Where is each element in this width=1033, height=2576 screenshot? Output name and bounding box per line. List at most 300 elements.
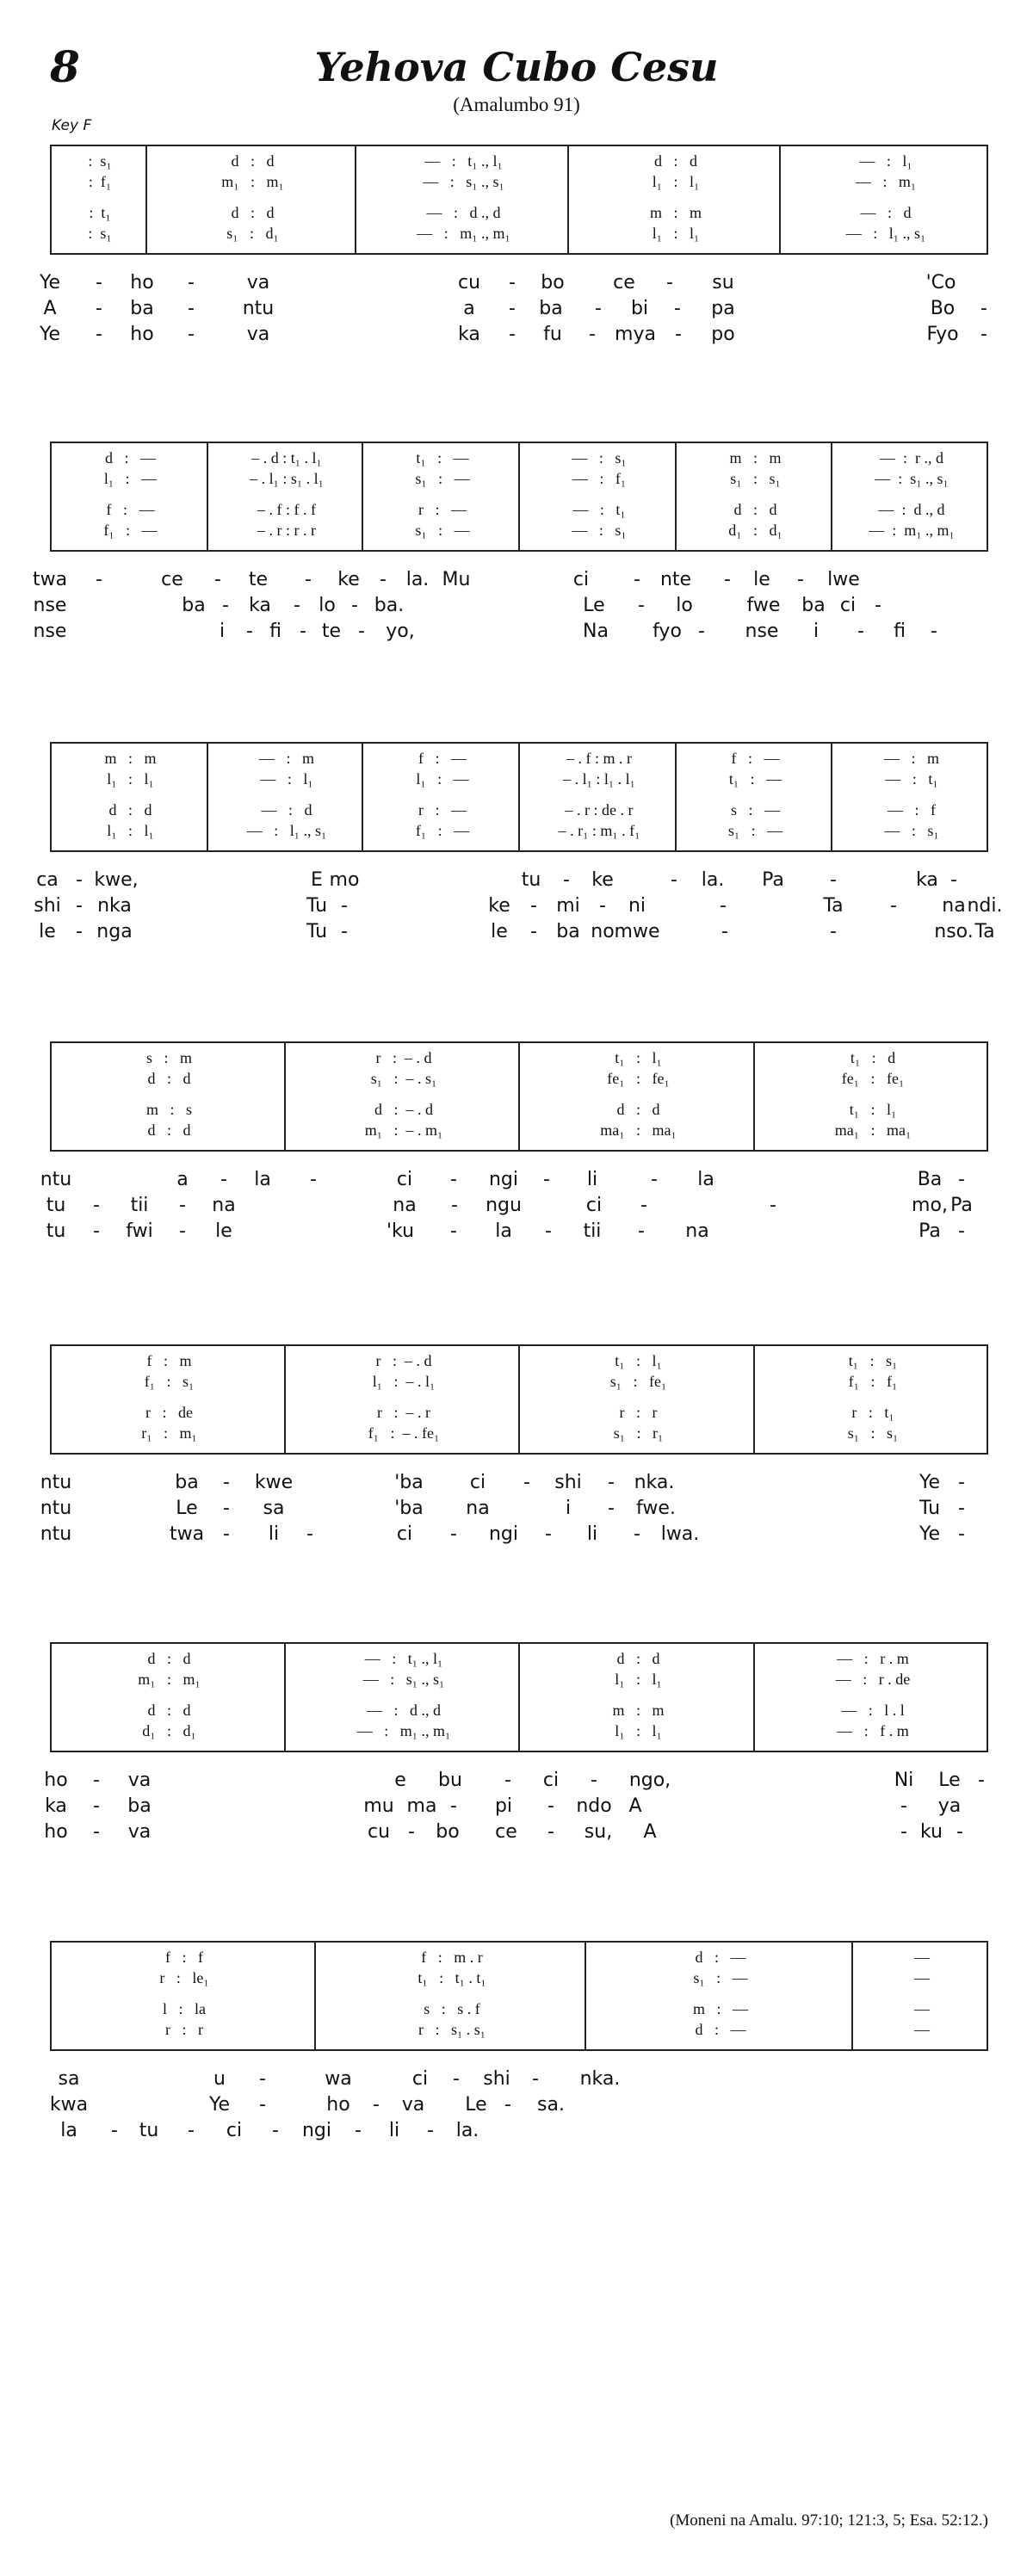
syllable-hyphen: - [666, 272, 673, 293]
lyric-syllable: tu [46, 1220, 66, 1242]
syllable-hyphen: - [532, 2068, 539, 2090]
note-row: — [914, 2021, 930, 2038]
lyric-line [40, 1496, 988, 1522]
syllable-hyphen: - [223, 1472, 230, 1493]
syllable-hyphen: - [188, 298, 195, 319]
syllable-hyphen: - [958, 1169, 965, 1190]
note-row: – . d : t₁ . l₁ [251, 449, 322, 466]
music-system [40, 1041, 988, 1245]
measure [317, 1943, 587, 2049]
note-row: d₁ : d₁ [142, 1722, 196, 1739]
note-row: t₁ : l₁ [615, 1352, 662, 1369]
syllable-hyphen: - [453, 2068, 460, 2090]
measure [570, 146, 782, 253]
measure [756, 1043, 990, 1150]
lyric-syllable: e [394, 1770, 406, 1791]
note-row: — : s₁ ., s₁ [362, 1671, 445, 1688]
note-row: m : m [104, 750, 157, 767]
lyric-syllable: mwe [614, 921, 660, 942]
lyric-syllable: la. [405, 569, 430, 590]
syllable-hyphen: - [547, 1821, 554, 1843]
note-row: s₁ : – . s₁ [370, 1070, 437, 1087]
lyric-syllable: ba [539, 298, 563, 319]
lyric-syllable: ka [45, 1795, 67, 1817]
lyric-line [50, 2066, 988, 2092]
lyric-syllable: ba [175, 1472, 199, 1493]
barline [362, 744, 363, 850]
barline [314, 1943, 316, 2049]
lyric-syllable: ho [44, 1770, 68, 1791]
note-row: l₁ : l₁ [652, 225, 700, 242]
lyric-syllable: bo [541, 272, 565, 293]
syllable-hyphen: - [890, 895, 897, 917]
note-row: s : m [145, 1049, 192, 1066]
syllable-hyphen: - [640, 1195, 647, 1216]
syllable-hyphen: - [179, 1195, 186, 1216]
note-row: — : l₁ ., s₁ [246, 822, 327, 839]
lyric-syllable: ce [613, 272, 635, 293]
syllable-hyphen: - [638, 1220, 645, 1242]
syllable-hyphen: - [300, 621, 306, 642]
note-row: l₁ : – . l₁ [372, 1373, 436, 1390]
lyric-syllable: ntu [242, 298, 275, 319]
note-row: — : t₁ [572, 501, 626, 518]
lyric-syllable: Ni [894, 1770, 914, 1791]
music-system [32, 442, 988, 645]
measure [52, 1043, 287, 1150]
lyric-syllable: Tu [919, 1498, 941, 1519]
syllable-hyphen: - [259, 2094, 266, 2116]
barline [518, 1346, 520, 1453]
note-row: d : – . d [374, 1101, 433, 1118]
lyric-syllable: i [813, 621, 820, 642]
syllable-hyphen: - [599, 895, 606, 917]
note-row: m : s [145, 1101, 192, 1118]
note-row: — : l₁ [859, 152, 912, 170]
syllable-hyphen: - [675, 324, 682, 345]
note-row: — : r . m [837, 1650, 909, 1667]
staff [50, 145, 988, 255]
lyric-syllable: ho [326, 2094, 350, 2116]
lyric-syllable: ndo [576, 1795, 612, 1817]
lyric-syllable: la [495, 1220, 512, 1242]
lyric-syllable: nka. [579, 2068, 621, 2090]
note-row: d : d [616, 1650, 660, 1667]
lyric-syllable: sa. [537, 2094, 565, 2116]
syllable-hyphen: - [358, 621, 365, 642]
syllable-hyphen: - [93, 1220, 100, 1242]
lyric-syllable: Pa [919, 1220, 941, 1242]
barline [518, 1043, 520, 1150]
note-row: — : f . m [837, 1722, 909, 1739]
syllable-hyphen: - [958, 1498, 965, 1519]
syllable-hyphen: - [76, 869, 83, 891]
measure [833, 443, 990, 550]
note-row: f₁ : f₁ [848, 1373, 898, 1390]
measure [521, 1043, 756, 1150]
note-row: — : d ., d [878, 501, 945, 518]
lyric-syllable: le [753, 569, 770, 590]
lyric-syllable: ntu [40, 1498, 72, 1519]
measure [521, 744, 677, 850]
measure [521, 1346, 756, 1453]
syllable-hyphen: - [671, 869, 677, 891]
music-system [40, 1344, 988, 1547]
lyric-syllable: ci [226, 2120, 243, 2141]
syllable-hyphen: - [830, 921, 837, 942]
note-row: — [914, 2000, 930, 2017]
syllable-hyphen: - [608, 1472, 615, 1493]
lyric-syllable: bo [436, 1821, 460, 1843]
note-row: s : s . f [424, 2000, 480, 2017]
lyric-syllable: a [176, 1169, 189, 1190]
syllable-hyphen: - [980, 298, 987, 319]
staff [50, 1642, 988, 1752]
lyric-syllable: na [942, 895, 966, 917]
lyric-syllable: ba [801, 595, 826, 616]
lyrics-block [34, 868, 1003, 945]
syllable-hyphen: - [450, 1795, 457, 1817]
note-row: : s₁ [88, 225, 112, 242]
lyric-syllable: ci [396, 1169, 413, 1190]
lyric-syllable: Ye [208, 2094, 231, 2116]
note-row: m₁ : – . m₁ [364, 1121, 443, 1139]
note-row: d : d [653, 152, 697, 170]
syllable-hyphen: - [246, 621, 253, 642]
barline [567, 146, 569, 253]
note-row: l : la [163, 2000, 206, 2017]
measure [677, 443, 833, 550]
note-row: f : — [731, 750, 780, 767]
barline [145, 146, 147, 253]
measure [52, 146, 148, 253]
note-row: — : d [860, 204, 912, 221]
barline [518, 443, 520, 550]
syllable-hyphen: - [294, 595, 300, 616]
syllable-hyphen: - [188, 272, 195, 293]
lyric-syllable: ma [406, 1795, 437, 1817]
syllable-hyphen: - [595, 298, 602, 319]
lyric-syllable: fi [894, 621, 906, 642]
syllable-hyphen: - [530, 895, 537, 917]
lyrics-block [32, 567, 988, 645]
note-row: : t₁ [89, 204, 111, 221]
syllable-hyphen: - [355, 2120, 362, 2141]
note-row: fe₁ : fe₁ [607, 1070, 670, 1087]
lyric-syllable: va [127, 1770, 152, 1791]
lyric-syllable: mo, [912, 1195, 948, 1216]
syllable-hyphen: - [214, 569, 221, 590]
lyric-syllable: ya [937, 1795, 962, 1817]
note-row: — : l₁ ., s₁ [845, 225, 926, 242]
lyric-syllable: Ye [39, 324, 61, 345]
syllable-hyphen: - [634, 1523, 640, 1545]
note-row: r : – . d [375, 1049, 432, 1066]
note-row: f : — [418, 750, 467, 767]
syllable-hyphen: - [504, 1770, 511, 1791]
barline [779, 146, 781, 253]
lyric-line [39, 322, 988, 348]
lyric-syllable: Ye [919, 1472, 941, 1493]
lyric-syllable: ci [411, 2068, 429, 2090]
syllable-hyphen: - [523, 1472, 530, 1493]
lyric-syllable: li [586, 1523, 598, 1545]
lyric-line [33, 619, 988, 645]
lyric-syllable: la [60, 2120, 77, 2141]
lyric-syllable: a [463, 298, 475, 319]
measure [52, 1346, 287, 1453]
lyric-syllable: nka [97, 895, 132, 917]
lyric-syllable: sa [58, 2068, 80, 2090]
lyric-syllable: te [321, 621, 342, 642]
lyric-syllable: ca [36, 869, 59, 891]
measure [287, 1644, 521, 1751]
note-row: — : t₁ [885, 770, 938, 788]
measure [287, 1346, 521, 1453]
lyric-line [44, 1768, 988, 1794]
measure [364, 443, 521, 550]
syllable-hyphen: - [958, 1472, 965, 1493]
lyric-syllable: ntu [40, 1523, 72, 1545]
lyric-line [40, 1470, 988, 1496]
syllable-hyphen: - [958, 1523, 965, 1545]
measure [756, 1346, 990, 1453]
lyric-syllable: nse [33, 595, 67, 616]
syllable-hyphen: - [223, 1498, 230, 1519]
syllable-hyphen: - [341, 895, 348, 917]
note-row: d₁ : d₁ [728, 522, 782, 539]
syllable-hyphen: - [950, 869, 957, 891]
note-row: r : le₁ [159, 1969, 209, 1986]
note-row: — : d ., d [366, 1702, 441, 1719]
lyric-syllable: nso. [934, 921, 974, 942]
lyrics-block [39, 270, 988, 348]
note-row: s₁ : — [727, 822, 783, 839]
lyric-syllable: la. [701, 869, 725, 891]
barline [831, 443, 832, 550]
barline [831, 744, 832, 850]
measure [209, 744, 364, 850]
note-row: s₁ : r₁ [613, 1424, 664, 1442]
lyric-syllable: no [591, 921, 615, 942]
syllable-hyphen: - [720, 895, 727, 917]
lyric-syllable: nse [33, 621, 67, 642]
note-row: — : s₁ [884, 822, 939, 839]
lyric-syllable: su [712, 272, 734, 293]
syllable-hyphen: - [96, 272, 102, 293]
lyric-syllable: le [215, 1220, 232, 1242]
lyric-syllable: na [393, 1195, 417, 1216]
lyric-syllable: shi [483, 2068, 510, 2090]
syllable-hyphen: - [188, 2120, 195, 2141]
lyric-syllable: Ta [974, 921, 995, 942]
syllable-hyphen: - [305, 569, 312, 590]
lyric-line [45, 1794, 988, 1819]
lyric-syllable: ka [249, 595, 271, 616]
note-row: d : d [147, 1650, 191, 1667]
lyric-line [40, 1167, 988, 1193]
barline [518, 744, 520, 850]
note-row: t₁ : d [850, 1049, 896, 1066]
lyric-syllable: ku [919, 1821, 943, 1843]
note-row: r : s₁ . s₁ [418, 2021, 486, 2038]
note-row: m : m [612, 1702, 665, 1719]
lyric-syllable: ba [556, 921, 580, 942]
syllable-hyphen: - [96, 324, 102, 345]
note-row: — : f [888, 801, 936, 819]
lyric-syllable: twa [32, 569, 68, 590]
note-row: r : t₁ [851, 1404, 894, 1421]
lyric-syllable: Le [583, 595, 605, 616]
note-row: d : d [147, 1070, 191, 1087]
note-row: : s₁ [88, 152, 112, 170]
note-row: l₁ : — [103, 470, 158, 487]
lyric-syllable: Ta [823, 895, 844, 917]
note-row: d : — [695, 1949, 746, 1966]
lyric-syllable: ba [130, 298, 154, 319]
lyrics-block [50, 2066, 988, 2144]
note-row: — : l₁ [260, 770, 313, 788]
measure [756, 1644, 990, 1751]
lyric-syllable: lo [676, 595, 693, 616]
lyric-syllable: tu [139, 2120, 159, 2141]
barline [585, 1943, 586, 2049]
page-subtitle: (Amalumbo 91) [453, 94, 580, 115]
syllable-hyphen: - [608, 1498, 615, 1519]
note-row: t₁ : s₁ [848, 1352, 898, 1369]
lyric-syllable: la [254, 1169, 271, 1190]
syllable-hyphen: - [770, 1195, 776, 1216]
syllable-hyphen: - [545, 1220, 552, 1242]
syllable-hyphen: - [931, 621, 937, 642]
note-row: — [914, 1969, 930, 1986]
syllable-hyphen: - [222, 595, 229, 616]
lyric-syllable: su, [584, 1821, 613, 1843]
lyric-syllable: nte [659, 569, 692, 590]
lyric-syllable: 'Co [925, 272, 956, 293]
note-row: m : — [692, 2000, 748, 2017]
syllable-hyphen: - [188, 324, 195, 345]
note-row: fe₁ : fe₁ [841, 1070, 905, 1087]
lyric-syllable: ba [182, 595, 206, 616]
syllable-hyphen: - [306, 1523, 313, 1545]
note-row: t₁ : — [416, 449, 469, 466]
syllable-hyphen: - [76, 895, 83, 917]
syllable-hyphen: - [698, 621, 705, 642]
lyric-syllable: A [628, 1795, 642, 1817]
note-row: – . l₁ : l₁ . l₁ [563, 770, 635, 788]
measure [52, 744, 209, 850]
note-row: m₁ : m₁ [221, 173, 284, 190]
lyric-syllable: Le [938, 1770, 961, 1791]
measure [521, 1644, 756, 1751]
note-row: d : d [147, 1121, 191, 1139]
lyric-syllable: yo, [386, 621, 415, 642]
lyric-syllable: ke [591, 869, 614, 891]
lyrics-block [44, 1768, 988, 1845]
lyric-syllable: Mu [442, 569, 471, 590]
lyric-syllable: ntu [40, 1169, 72, 1190]
page-title: Yehova Cubo Cesu [314, 44, 719, 90]
syllable-hyphen: - [956, 1821, 963, 1843]
lyric-syllable: na [212, 1195, 236, 1216]
note-row: — [914, 1949, 930, 1966]
barline [518, 1644, 520, 1751]
lyric-syllable: shi [554, 1472, 582, 1493]
measure [52, 443, 209, 550]
lyric-line [44, 1819, 988, 1845]
lyric-line [50, 2092, 988, 2118]
lyric-syllable: i [565, 1498, 572, 1519]
syllable-hyphen: - [721, 921, 728, 942]
note-row: s₁ : s₁ [730, 470, 781, 487]
lyric-syllable: i [219, 621, 226, 642]
lyric-syllable: va [246, 272, 270, 293]
note-row: d : d [616, 1101, 660, 1118]
lyric-syllable: Fyo [926, 324, 959, 345]
music-system [39, 145, 988, 348]
lyric-syllable: 'ba [394, 1472, 424, 1493]
syllable-hyphen: - [900, 1821, 907, 1843]
syllable-hyphen: - [530, 921, 537, 942]
lyric-syllable: tii [130, 1195, 149, 1216]
note-row: s₁ : d₁ [226, 225, 279, 242]
note-row: f₁ : s₁ [144, 1373, 195, 1390]
lyric-syllable: A [643, 1821, 657, 1843]
lyric-syllable: bi [630, 298, 649, 319]
note-row: d : d [147, 1702, 191, 1719]
note-row: r₁ : m₁ [141, 1424, 197, 1442]
lyric-syllable: ngi [488, 1169, 519, 1190]
lyric-syllable: ngu [486, 1195, 522, 1216]
measure [52, 1644, 287, 1751]
note-row: t₁ : — [728, 770, 782, 788]
note-row: s₁ : s₁ [847, 1424, 899, 1442]
lyric-syllable: Ye [919, 1523, 941, 1545]
lyric-syllable: cu [457, 272, 481, 293]
note-row: s₁ : — [693, 1969, 748, 1986]
note-row: t₁ : l₁ [615, 1049, 662, 1066]
note-row: t₁ : l₁ [849, 1101, 897, 1118]
note-row: — : r . de [835, 1671, 911, 1688]
note-row: d : d [733, 501, 777, 518]
lyric-syllable: ngi [301, 2120, 332, 2141]
syllable-hyphen: - [504, 2094, 511, 2116]
barline [753, 1346, 755, 1453]
lyric-syllable: va [401, 2094, 425, 2116]
lyric-syllable: sa [263, 1498, 285, 1519]
barline [284, 1346, 286, 1453]
lyric-syllable: ntu [40, 1472, 72, 1493]
lyric-syllable: po [711, 324, 735, 345]
lyric-syllable: li [586, 1169, 598, 1190]
syllable-hyphen: - [545, 1523, 552, 1545]
measure [357, 146, 570, 253]
note-row: r : – . r [377, 1404, 430, 1421]
syllable-hyphen: - [93, 1795, 100, 1817]
note-row: s₁ : — [415, 470, 470, 487]
lyric-syllable: ba. [374, 595, 405, 616]
lyric-line [33, 593, 988, 619]
staff [50, 1344, 988, 1455]
measure [287, 1043, 521, 1150]
lyric-syllable: ho [130, 272, 154, 293]
measure [677, 744, 833, 850]
note-row: d : d [231, 152, 275, 170]
music-system [34, 742, 1003, 945]
lyric-syllable: ni [628, 895, 646, 917]
lyric-syllable: fu [543, 324, 562, 345]
